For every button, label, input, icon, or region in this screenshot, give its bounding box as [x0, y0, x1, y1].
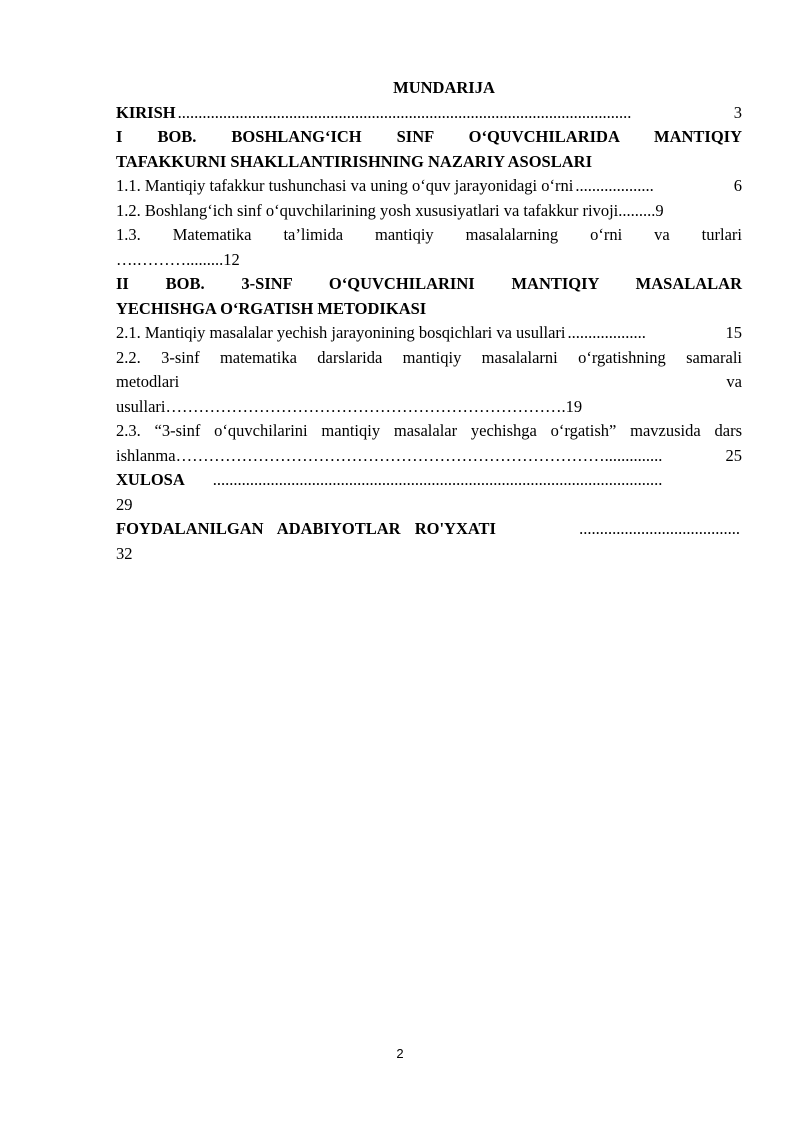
toc-page-number: 3: [733, 102, 742, 122]
toc-leader: ..............................................................................................................: [177, 102, 632, 122]
toc-leader: ...................: [567, 323, 646, 342]
toc-entry-2-3-line1[interactable]: 2.3. “3-sinf o‘quvchilarini mantiqiy masalalar yechishga o‘rgatish” mavzusida dars: [116, 421, 742, 440]
page-footer-number: 2: [396, 1046, 404, 1061]
toc-page-number: 6: [733, 176, 742, 195]
toc-page-number: 32: [116, 543, 133, 563]
toc-entry-label: 2.1. Mantiqiy masalalar yechish jarayonining bosqichlari va usullari: [116, 323, 566, 342]
toc-leader: ...................: [575, 176, 654, 195]
toc-entry-2-3-line2[interactable]: [116, 444, 742, 469]
toc-entry-label: 1.2. Boshlang‘ich sinf o‘quvchilarining yosh xususiyatlari va tafakkur rivoji: [116, 200, 619, 220]
toc-entry-text: va: [726, 372, 742, 391]
toc-entry-1-3-line2[interactable]: ….……….........12: [116, 249, 240, 269]
toc-entry-2-2-line3[interactable]: usullari……………………………………………………………….19: [116, 396, 583, 416]
toc-chapter-1-line2[interactable]: TAFAKKURNI SHAKLLANTIRISHNING NAZARIY ASOSLARI: [116, 151, 592, 171]
toc-entry-label: KIRISH: [116, 102, 176, 122]
toc-entry-label: XULOSA: [116, 470, 185, 489]
toc-chapter-1-line1[interactable]: I BOB. BOSHLANG‘ICH SINF O‘QUVCHILARIDA MANTIQIY: [116, 127, 742, 146]
toc-entry-1-2[interactable]: [116, 199, 742, 224]
toc-page-number: 15: [725, 323, 742, 342]
toc-entry-2-1[interactable]: [116, 321, 742, 346]
toc-page-number: 25: [725, 445, 742, 465]
toc-entry-2-2-line1[interactable]: 2.2. 3-sinf matematika darslarida mantiqiy masalalarni o‘rgatishning samarali: [116, 347, 742, 367]
toc-entry-conclusion[interactable]: [116, 468, 742, 493]
toc-chapter-2-line2[interactable]: YECHISHGA O‘RGATISH METODIKASI: [116, 298, 427, 318]
toc-chapter-2-line1[interactable]: II BOB. 3-SINF O‘QUVCHILARINI MANTIQIY MASALALAR: [116, 274, 742, 293]
toc-entry-intro[interactable]: [116, 101, 742, 126]
toc-title: MUNDARIJA: [393, 78, 495, 97]
toc-leader: .......................................: [579, 519, 740, 538]
toc-entry-label: 1.1. Mantiqiy tafakkur tushunchasi va uning o‘quv jarayonidagi o‘rni: [116, 176, 574, 195]
toc-entry-1-1[interactable]: [116, 174, 742, 199]
toc-entry-references[interactable]: [116, 517, 742, 542]
table-of-contents: [116, 76, 742, 566]
toc-entry-text: metodlari: [116, 372, 180, 391]
toc-page-number: 29: [116, 494, 133, 514]
toc-leader: .............................................................................................................: [212, 470, 663, 489]
toc-entry-text: ishlanma……………………………………………………………………..............: [116, 445, 663, 465]
toc-leader: .........: [618, 200, 656, 220]
toc-entry-1-3-line1[interactable]: 1.3. Matematika ta’limida mantiqiy masalalarning o‘rni va turlari: [116, 225, 742, 244]
toc-entry-label: FOYDALANILGAN ADABIYOTLAR RO'YXATI: [116, 519, 496, 538]
toc-entry-2-2-line2[interactable]: [116, 370, 742, 395]
toc-page-number: 9: [655, 200, 664, 220]
